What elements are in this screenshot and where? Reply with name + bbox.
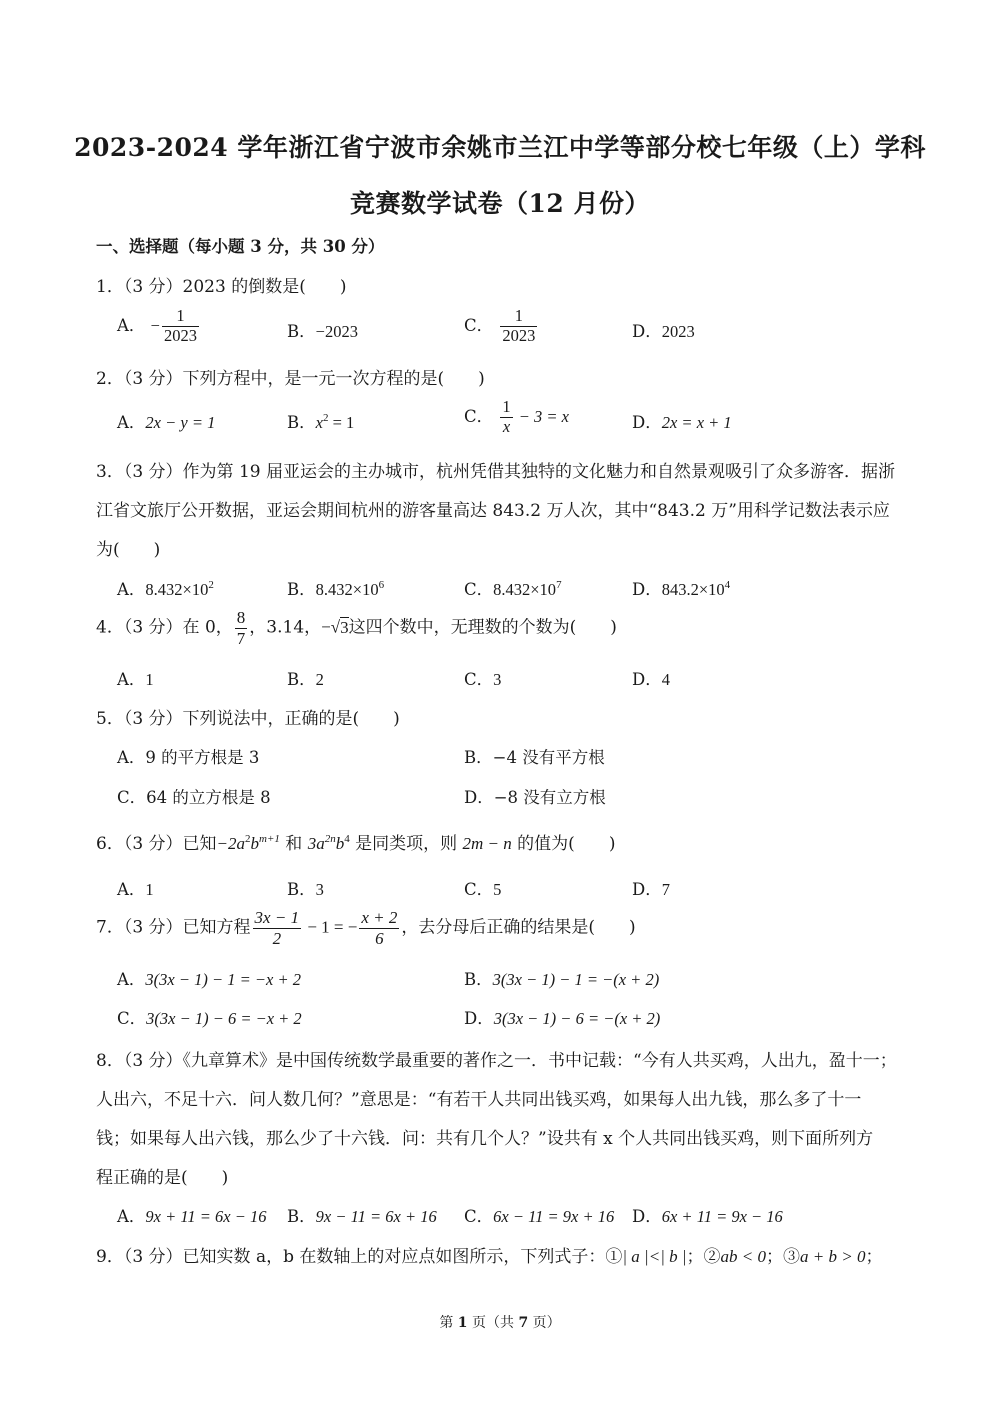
q1-option-a — [117, 307, 201, 346]
circled-3: ③ — [783, 1247, 801, 1267]
term-1-exp-a: 2 — [245, 833, 251, 845]
fraction — [162, 307, 199, 346]
fraction — [500, 398, 512, 437]
question-number: 7．（3 分） — [96, 917, 183, 938]
option-label: D． — [632, 580, 662, 599]
mantissa: 843.2×10 — [661, 580, 725, 599]
separator: ； — [865, 1247, 883, 1267]
page-footer — [0, 1312, 1000, 1332]
numerator: 1 — [176, 306, 185, 325]
q7-option-d — [464, 1005, 660, 1029]
question-text: 2023 的倒数是( ) — [182, 277, 347, 297]
fraction-right — [359, 908, 399, 948]
question-number: 4．（3 分） — [96, 617, 183, 638]
footer-pre: 第 — [439, 1315, 458, 1331]
q1-option-b — [287, 318, 358, 342]
page-title-line2: 竞赛数学试卷（12 月份） — [350, 189, 650, 218]
question-3-line-2: 江省文旅厅公开数据，亚运会期间杭州的游客量高达 843.2 万人次，其中“843.2 万”用科学记数法表示应 — [96, 501, 890, 521]
option-label: B． — [287, 580, 316, 599]
circled-1: ① — [605, 1247, 623, 1267]
question-text-pre: 已知方程 — [182, 917, 251, 938]
option-label: C． — [464, 670, 494, 689]
q3-option-c — [464, 576, 562, 600]
question-number: 3．（3 分） — [96, 462, 183, 482]
question-2 — [96, 364, 485, 389]
exponent: 2 — [208, 579, 214, 591]
term-2-exp-a: 2n — [324, 833, 336, 845]
q7-option-b — [464, 966, 659, 990]
term-1-coef: −2a — [216, 834, 246, 853]
expression: 2m − n — [462, 834, 512, 853]
circled-2: ② — [703, 1247, 721, 1267]
option-value: 2 — [315, 670, 324, 689]
question-7 — [96, 908, 636, 948]
page-title-line1: 2023-2024 学年浙江省宁波市余姚市兰江中学等部分校七年级（上）学科 — [74, 133, 926, 162]
option-value: 3(3x − 1) − 1 = −x + 2 — [145, 970, 301, 989]
question-text-mid: ，3.14， — [249, 617, 322, 638]
option-value: 5 — [493, 880, 502, 899]
question-text: 下列方程中，是一元一次方程的是( ) — [182, 369, 485, 389]
option-label: A． — [117, 1207, 146, 1226]
denominator: 2023 — [502, 325, 536, 345]
numerator: 8 — [236, 608, 246, 627]
option-label: C． — [464, 406, 494, 426]
denominator: 6 — [359, 928, 399, 949]
option-label: C． — [464, 315, 494, 335]
option-value: 6x + 11 = 9x − 16 — [661, 1207, 783, 1226]
option-label: B． — [287, 322, 316, 341]
q4-option-b — [287, 666, 324, 690]
option-label: B． — [287, 880, 316, 899]
q6-option-b — [287, 876, 324, 900]
q5-option-b — [464, 744, 605, 768]
option-label: C． — [117, 1009, 147, 1028]
sqrt-sign: √ — [330, 617, 341, 637]
q7-option-a — [117, 966, 301, 990]
footer-post: 页） — [528, 1315, 561, 1331]
option-value: 3(3x − 1) − 6 = −(x + 2) — [493, 1009, 661, 1028]
option-value: −8 没有立方根 — [493, 788, 606, 807]
numerator: 3x − 1 — [254, 908, 300, 927]
question-text: 已知实数 a，b 在数轴上的对应点如图所示，下列式子： — [182, 1247, 606, 1267]
footer-mid: 页（共 — [467, 1315, 519, 1331]
question-number: 5．（3 分） — [96, 709, 183, 729]
q4-option-c — [464, 666, 501, 690]
denominator: 2 — [253, 928, 302, 949]
option-label: A． — [117, 880, 146, 899]
question-number: 1．（3 分） — [96, 277, 183, 297]
option-value: 1 — [145, 670, 154, 689]
numerator: 1 — [514, 306, 523, 325]
question-3 — [96, 457, 895, 482]
q8-option-c — [464, 1203, 614, 1227]
question-1 — [96, 272, 346, 297]
question-number: 2．（3 分） — [96, 369, 183, 389]
q1-option-d — [632, 318, 695, 342]
option-label: A． — [117, 315, 146, 335]
option-value: 4 — [661, 670, 670, 689]
question-8-line-4: 程正确的是( ) — [96, 1168, 229, 1188]
option-value: 3(3x − 1) − 6 = −x + 2 — [146, 1009, 302, 1028]
q3-option-b — [287, 576, 384, 600]
option-value: −4 没有平方根 — [492, 748, 605, 767]
option-value: 9x + 11 = 6x − 16 — [145, 1207, 267, 1226]
option-value: 2023 — [661, 322, 695, 341]
term-2-b: b — [335, 834, 345, 853]
exponent: 2 — [322, 412, 329, 424]
option-value: 64 的立方根是 8 — [146, 788, 271, 807]
denominator: x — [500, 417, 512, 437]
option-label: D． — [632, 1207, 662, 1226]
question-text: 下列说法中，正确的是( ) — [182, 709, 400, 729]
option-label: D． — [632, 670, 662, 689]
term-2-exp-b: 4 — [344, 833, 350, 845]
page-number: 1 — [457, 1315, 468, 1331]
section-header: 一、选择题（每小题 3 分，共 30 分） — [96, 237, 385, 256]
expression-2: ab < 0 — [720, 1247, 767, 1266]
option-label: A． — [117, 670, 146, 689]
option-value: 7 — [661, 880, 670, 899]
q2-option-a — [117, 409, 215, 433]
question-3-line-3: 为( ) — [96, 540, 161, 560]
separator: ； — [686, 1247, 704, 1267]
question-text-pre: 已知 — [182, 834, 217, 854]
question-text-post: 的值为( ) — [511, 834, 616, 854]
question-8-line-3: 钱；如果每人出六钱，那么少了十六钱．问：共有几个人？”设共有 x 个人共同出钱买鸡，则下面所列方 — [96, 1129, 874, 1149]
q8-option-a — [117, 1203, 267, 1227]
term-1-exp-b: m+1 — [259, 833, 280, 845]
question-8 — [96, 1046, 897, 1071]
expression-3: a + b > 0 — [800, 1247, 866, 1266]
option-label: A． — [117, 580, 146, 599]
term-1-b: b — [250, 834, 260, 853]
question-9 — [96, 1242, 882, 1267]
exponent: 4 — [724, 579, 731, 591]
option-value: −2023 — [315, 322, 358, 341]
q2-option-b — [287, 409, 354, 433]
option-label: B． — [287, 1207, 316, 1226]
q6-option-a — [117, 876, 154, 900]
option-label: C． — [464, 580, 494, 599]
q5-option-c — [117, 784, 271, 808]
question-text-post: 这四个数中，无理数的个数为( ) — [348, 617, 617, 638]
option-value: 2x − y = 1 — [145, 413, 216, 432]
option-label: B． — [464, 970, 493, 989]
numerator: x + 2 — [361, 908, 398, 927]
option-label: A． — [117, 413, 146, 432]
q2-option-d — [632, 409, 732, 433]
question-text-pre: 在 0， — [182, 617, 233, 638]
q8-option-b — [287, 1203, 437, 1227]
option-label: D． — [464, 1009, 494, 1028]
option-value: 3 — [315, 880, 324, 899]
term-2-coef: 3a — [307, 834, 325, 853]
exponent: 7 — [556, 579, 562, 591]
mantissa: 8.432×10 — [145, 580, 209, 599]
mantissa: 8.432×10 — [315, 580, 379, 599]
page-total: 7 — [518, 1315, 529, 1331]
expression-1: | a |<| b | — [622, 1247, 687, 1266]
question-8-line-2: 人出六，不足十六．问人数几何？”意思是：“有若干人共同出钱买鸡，如果每人出九钱，那么多了十一 — [96, 1090, 862, 1110]
option-label: A． — [117, 970, 146, 989]
option-label: C． — [464, 880, 494, 899]
option-label: B． — [287, 670, 316, 689]
base: x — [315, 413, 323, 432]
fraction — [235, 608, 248, 648]
option-label: C． — [117, 788, 147, 807]
question-text-post: ，去分母后正确的结果是( ) — [401, 917, 636, 938]
q5-option-a — [117, 744, 259, 768]
q4-option-a — [117, 666, 154, 690]
q6-option-c — [464, 876, 501, 900]
radicand: 3 — [340, 617, 349, 637]
option-value: 1 — [145, 880, 154, 899]
question-number: 6．（3 分） — [96, 834, 183, 854]
question-6 — [96, 829, 615, 854]
question-text: 作为第 19 届亚运会的主办城市，杭州凭借其独特的文化魅力和自然景观吸引了众多游客．据浙 — [182, 462, 895, 482]
mantissa: 8.432×10 — [493, 580, 557, 599]
option-label: D． — [632, 322, 662, 341]
option-value: 2x = x + 1 — [661, 413, 732, 432]
option-label: B． — [287, 413, 316, 432]
q3-option-d — [632, 576, 730, 600]
option-value: 3 — [493, 670, 502, 689]
option-label: B． — [464, 748, 493, 767]
question-5 — [96, 704, 400, 729]
denominator: 7 — [236, 628, 246, 648]
option-label: C． — [464, 1207, 494, 1226]
equation-mid: − 1 = − — [303, 917, 358, 937]
question-number: 8．（3 分） — [96, 1051, 183, 1071]
numerator: 1 — [502, 397, 511, 416]
question-number: 9．（3 分） — [96, 1247, 183, 1267]
q4-option-d — [632, 666, 670, 690]
q8-option-d — [632, 1203, 783, 1227]
exponent: 6 — [378, 579, 385, 591]
question-text-mid: 是同类项，则 — [349, 834, 463, 854]
option-value: 9 的平方根是 3 — [145, 748, 260, 767]
option-label: A． — [117, 748, 146, 767]
fraction-left — [253, 908, 302, 948]
minus-sign: − — [150, 315, 160, 335]
q2-option-c — [464, 398, 569, 437]
q3-option-a — [117, 576, 214, 600]
option-label: D． — [632, 413, 662, 432]
fraction — [500, 307, 537, 346]
question-4 — [96, 608, 617, 648]
option-label: D． — [464, 788, 494, 807]
option-value: 9x − 11 = 6x + 16 — [315, 1207, 437, 1226]
q6-option-d — [632, 876, 670, 900]
question-text: 《九章算术》是中国传统数学最重要的著作之一．书中记载：“今有人共买鸡，人出九，盈十一； — [182, 1051, 897, 1071]
option-rest: − 3 = x — [514, 406, 569, 426]
q7-option-c — [117, 1005, 302, 1029]
option-value: 6x − 11 = 9x + 16 — [493, 1207, 615, 1226]
denominator: 2023 — [163, 325, 197, 345]
option-label: D． — [632, 880, 662, 899]
q1-option-c — [464, 307, 539, 346]
question-text-and: 和 — [279, 834, 308, 854]
separator: ； — [766, 1247, 784, 1267]
option-rest: = 1 — [328, 413, 355, 432]
minus-sign: − — [321, 617, 331, 637]
option-value: 3(3x − 1) − 1 = −(x + 2) — [492, 970, 660, 989]
q5-option-d — [464, 784, 606, 808]
